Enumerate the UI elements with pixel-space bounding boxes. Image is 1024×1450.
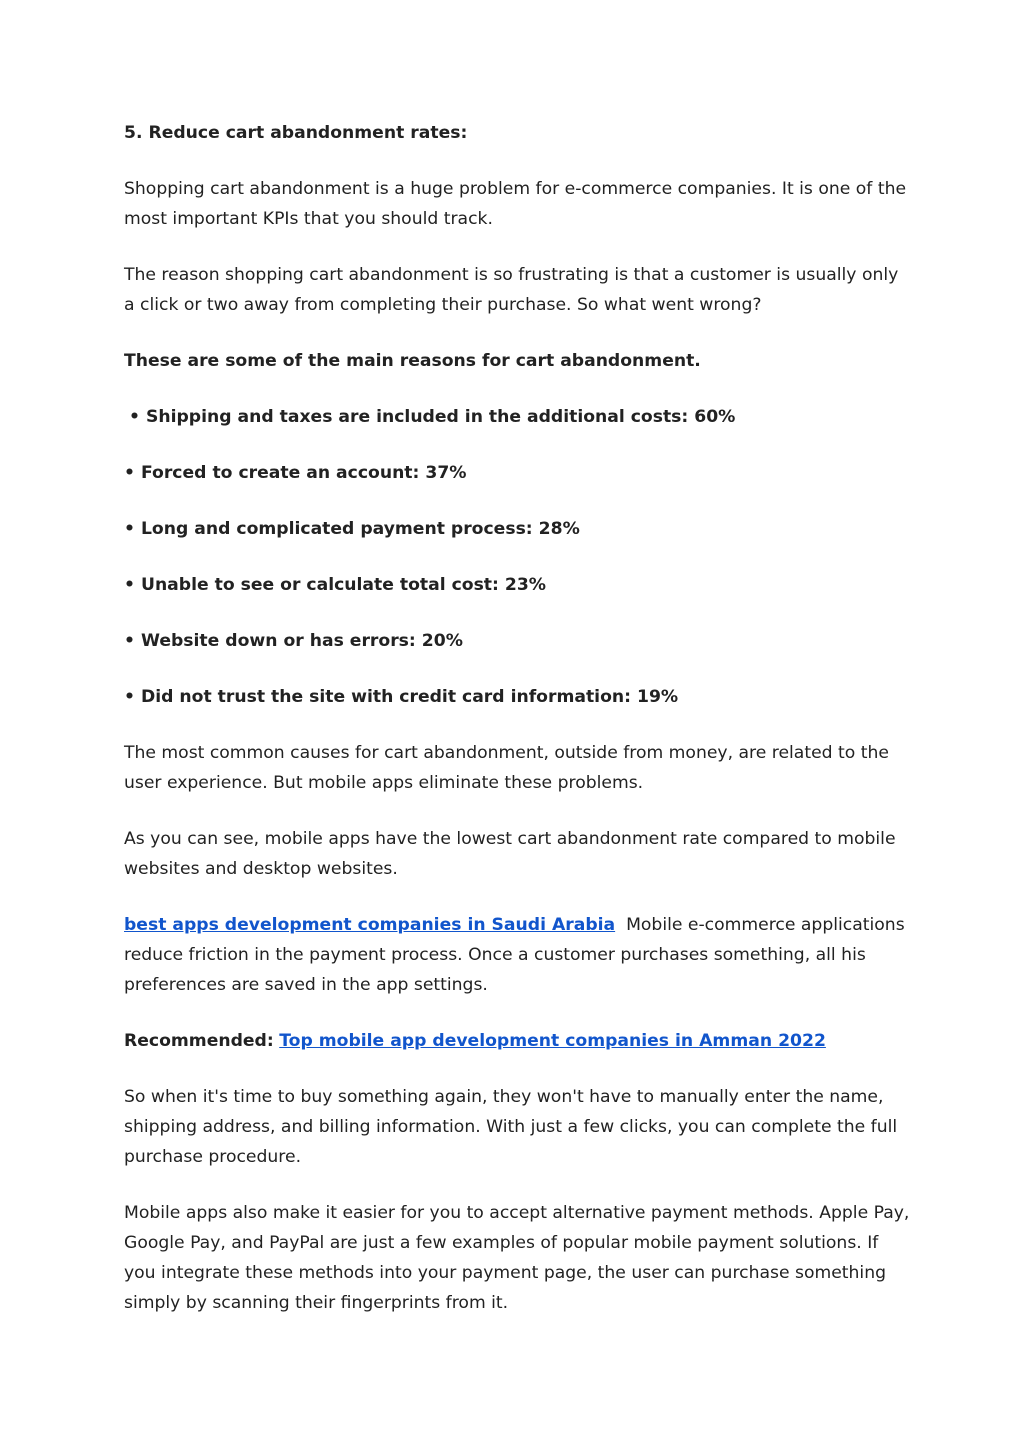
paragraph-buy-again: So when it's time to buy something again, they won't have to manually enter the name, shipping address, and billing information. With just a few clicks, you can complete the full purchase procedure. bbox=[124, 1087, 898, 1167]
reason-text: Shipping and taxes are included in the additional costs: 60% bbox=[145, 407, 736, 427]
reason-item bbox=[124, 458, 914, 488]
bullet-icon: • bbox=[124, 519, 135, 539]
paragraph-payment-methods: Mobile apps also make it easier for you to accept alternative payment methods. Apple Pay, Google Pay, and PayPal are just a few examples of popular mobile payment solutions. If you integrate these methods into your payment page, the user can purchase something simply by scanning their fingerprints from it. bbox=[124, 1203, 910, 1313]
section-heading: 5. Reduce cart abandonment rates: bbox=[124, 123, 468, 143]
bullet-icon: • bbox=[129, 407, 140, 427]
reason-item bbox=[124, 514, 914, 544]
paragraph-recommended bbox=[124, 1026, 914, 1056]
reason-item bbox=[124, 682, 914, 712]
link-saudi-arabia-companies[interactable]: best apps development companies in Saudi Arabia bbox=[124, 915, 616, 935]
reason-item bbox=[124, 402, 914, 432]
reason-text: Long and complicated payment process: 28% bbox=[140, 519, 580, 539]
paragraph-cart-abandonment-problem: Shopping cart abandonment is a huge problem for e-commerce companies. It is one of the most important KPIs that you should track. bbox=[124, 179, 907, 229]
paragraph-saudi-arabia-text: Mobile e-commerce applications reduce friction in the payment process. Once a customer purchases something, all his preferences are saved in the app settings. bbox=[124, 915, 905, 995]
paragraph-lowest-rate: As you can see, mobile apps have the lowest cart abandonment rate compared to mobile websites and desktop websites. bbox=[124, 829, 896, 879]
recommended-label: Recommended: bbox=[124, 1031, 274, 1051]
bullet-icon: • bbox=[124, 631, 135, 651]
bullet-icon: • bbox=[124, 575, 135, 595]
reason-text: Forced to create an account: 37% bbox=[140, 463, 467, 483]
link-amman-companies[interactable]: Top mobile app development companies in Amman 2022 bbox=[279, 1031, 826, 1051]
paragraph-frustration-reason: The reason shopping cart abandonment is so frustrating is that a customer is usually only a click or two away from completing their purchase. So what went wrong? bbox=[124, 265, 899, 315]
bullet-icon: • bbox=[124, 463, 135, 483]
reason-text: Did not trust the site with credit card information: 19% bbox=[140, 687, 679, 707]
reasons-heading: These are some of the main reasons for cart abandonment. bbox=[124, 351, 701, 371]
reason-text: Unable to see or calculate total cost: 23% bbox=[140, 575, 547, 595]
reason-item bbox=[124, 626, 914, 656]
paragraph-saudi-arabia bbox=[124, 910, 914, 1000]
document-page bbox=[124, 118, 914, 1344]
paragraph-user-experience: The most common causes for cart abandonment, outside from money, are related to the user experience. But mobile apps eliminate these problems. bbox=[124, 743, 889, 793]
reason-text: Website down or has errors: 20% bbox=[140, 631, 463, 651]
reason-item bbox=[124, 570, 914, 600]
bullet-icon: • bbox=[124, 687, 135, 707]
